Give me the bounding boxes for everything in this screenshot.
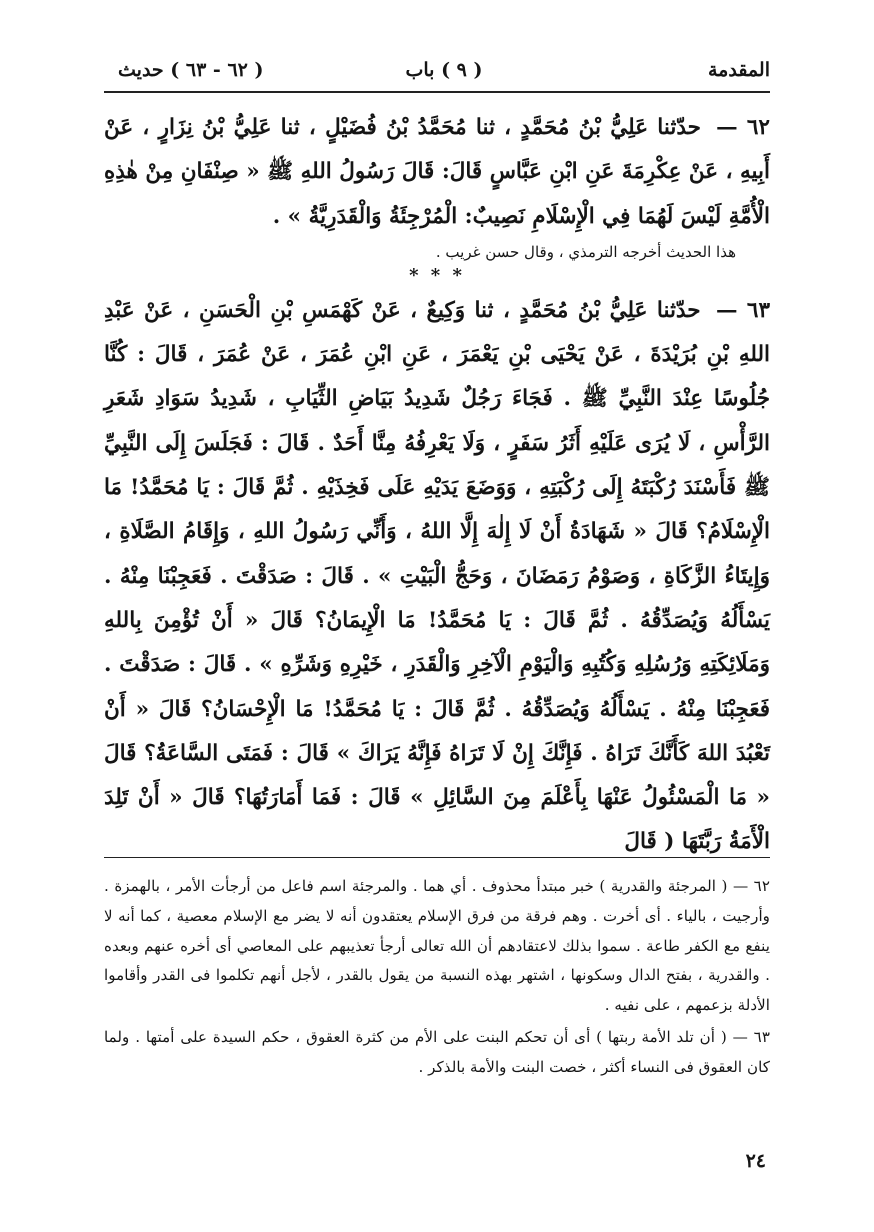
footnote-63: ٦٣ — ( أن تلد الأمة ربتها ) أى أن تحكم البنت على الأم من كثرة العقوق ، حكم السيدة على أمتها . ولما كان العقوق فى النساء أكثر ، خصت البنت والأمة بالذكر . <box>104 1027 770 1076</box>
header-section-title: المقدمة <box>707 59 770 81</box>
section-separator: * * * <box>409 264 465 286</box>
hadith-63 <box>104 289 770 865</box>
footnote-62: ٦٢ — ( المرجئة والقدرية ) خبر مبتدأ محذوف . أي هما . والمرجئة اسم فاعل من أرجأت الأمر ، بالهمزة . وأرجيت ، بالياء . أى أخرت . وهم فرقة من فرق الإسلام يعتقدون أنه لا يضر مع الإسلام معصية ، كما أنه لا ينفع مع الكفر طاعة . سموا بذلك لاعتقادهم أن الله تعالى أرجأ تعذيبهم على المعاصي أى أخره عنهم وبعده . والقدرية ، بفتح الدال وسكونها ، اشتهر بهذه النسبة من يقول بالقدر ، لأجل أنهم تكلموا فى القدر وأقاموا الأدلة بزعمهم ، على نفيه . <box>104 877 770 1015</box>
page-number: ٢٤ <box>745 1150 766 1172</box>
main-text <box>104 106 770 865</box>
hadith-62-text: حدّثنا عَلِيُّ بْنُ مُحَمَّدٍ ، ثنا مُحَمَّدُ بْنُ فُضَيْلٍ ، ثنا عَلِيُّ بْنُ نِزَارٍ ، عَنْ أَبِيهِ ، عَنْ عِكْرِمَةَ عَنِ ابْنِ عَبَّاسٍ قَالَ: قَالَ رَسُولُ اللهِ ﷺ « صِنْفَانِ مِنْ هٰذِهِ الْأُمَّةِ لَيْسَ لَهُمَا فِي الْإِسْلَامِ نَصِيبٌ: الْمُرْجِئَةُ وَالْقَدَرِيَّةُ » . <box>104 115 770 229</box>
header-chapter: ( ٩ ) باب <box>405 59 483 81</box>
hadith-63-number: ٦٣ — <box>715 297 770 323</box>
header-hadith-range: ( ٦٢ - ٦٣ ) حديث <box>118 59 264 81</box>
footnotes <box>104 872 770 1083</box>
hadith-62 <box>104 106 770 239</box>
running-header <box>118 52 770 88</box>
footnote-rule <box>104 857 770 858</box>
hadith-62-comment: هذا الحديث أخرجه الترمذي ، وقال حسن غريب . <box>435 242 736 261</box>
hadith-62-number: ٦٢ — <box>716 115 770 140</box>
hadith-63-text: حدّثنا عَلِيُّ بْنُ مُحَمَّدٍ ، ثنا وَكِيعٌ ، عَنْ كَهْمَسِ بْنِ الْحَسَنِ ، عَنْ عَبْدِ اللهِ بْنِ بُرَيْدَةَ ، عَنْ يَحْيَى بْنِ يَعْمَرَ ، عَنِ ابْنِ عُمَرَ ، عَنْ عُمَرَ ، قَالَ : كُنَّا جُلُوسًا عِنْدَ النَّبِيِّ ﷺ . فَجَاءَ رَجُلٌ شَدِيدُ بَيَاضِ الثِّيَابِ ، شَدِيدُ سَوَادِ شَعَرِ الرَّأْسِ ، لَا يُرَى عَلَيْهِ أَثَرُ سَفَرٍ ، وَلَا يَعْرِفُهُ مِنَّا أَحَدٌ . قَالَ : فَجَلَسَ إِلَى النَّبِيِّ ﷺ فَأَسْنَدَ رُكْبَتَهُ إِلَى رُكْبَتِهِ ، وَوَضَعَ يَدَيْهِ عَلَى فَخِذَيْهِ . ثُمَّ قَالَ : يَا مُحَمَّدُ! مَا الْإِسْلَامُ؟ قَالَ « شَهَادَةُ أَنْ لَا إِلٰهَ إِلَّا اللهُ ، وَأَنِّي رَسُولُ اللهِ ، وَإِقَامُ الصَّلَاةِ ، وَإِيتَاءُ الزَّكَاةِ ، وَصَوْمُ رَمَضَانَ ، وَحَجُّ الْبَيْتِ » . قَالَ : صَدَقْتَ . فَعَجِبْنَا مِنْهُ . يَسْأَلُهُ وَيُصَدِّقُهُ . ثُمَّ قَالَ : يَا مُحَمَّدُ! مَا الْإِيمَانُ؟ قَالَ « أَنْ تُؤْمِنَ بِاللهِ وَمَلَائِكَتِهِ وَرُسُلِهِ وَكُتُبِهِ وَالْيَوْمِ الْآخِرِ وَالْقَدَرِ ، خَيْرِهِ وَشَرِّهِ » . قَالَ : صَدَقْتَ . فَعَجِبْنَا مِنْهُ . يَسْأَلُهُ وَيُصَدِّقُهُ . ثُمَّ قَالَ : يَا مُحَمَّدُ! مَا الْإِحْسَانُ؟ قَالَ « أَنْ تَعْبُدَ اللهَ كَأَنَّكَ تَرَاهُ . فَإِنَّكَ إِنْ لَا تَرَاهُ فَإِنَّهُ يَرَاكَ » قَالَ : فَمَتَى السَّاعَةُ؟ قَالَ « مَا الْمَسْئُولُ عَنْهَا بِأَعْلَمَ مِنَ السَّائِلِ » قَالَ : فَمَا أَمَارَتُهَا؟ قَالَ « أَنْ تَلِدَ الْأَمَةُ رَبَّتَهَا ( قَالَ <box>104 297 770 855</box>
header-rule <box>104 91 770 93</box>
